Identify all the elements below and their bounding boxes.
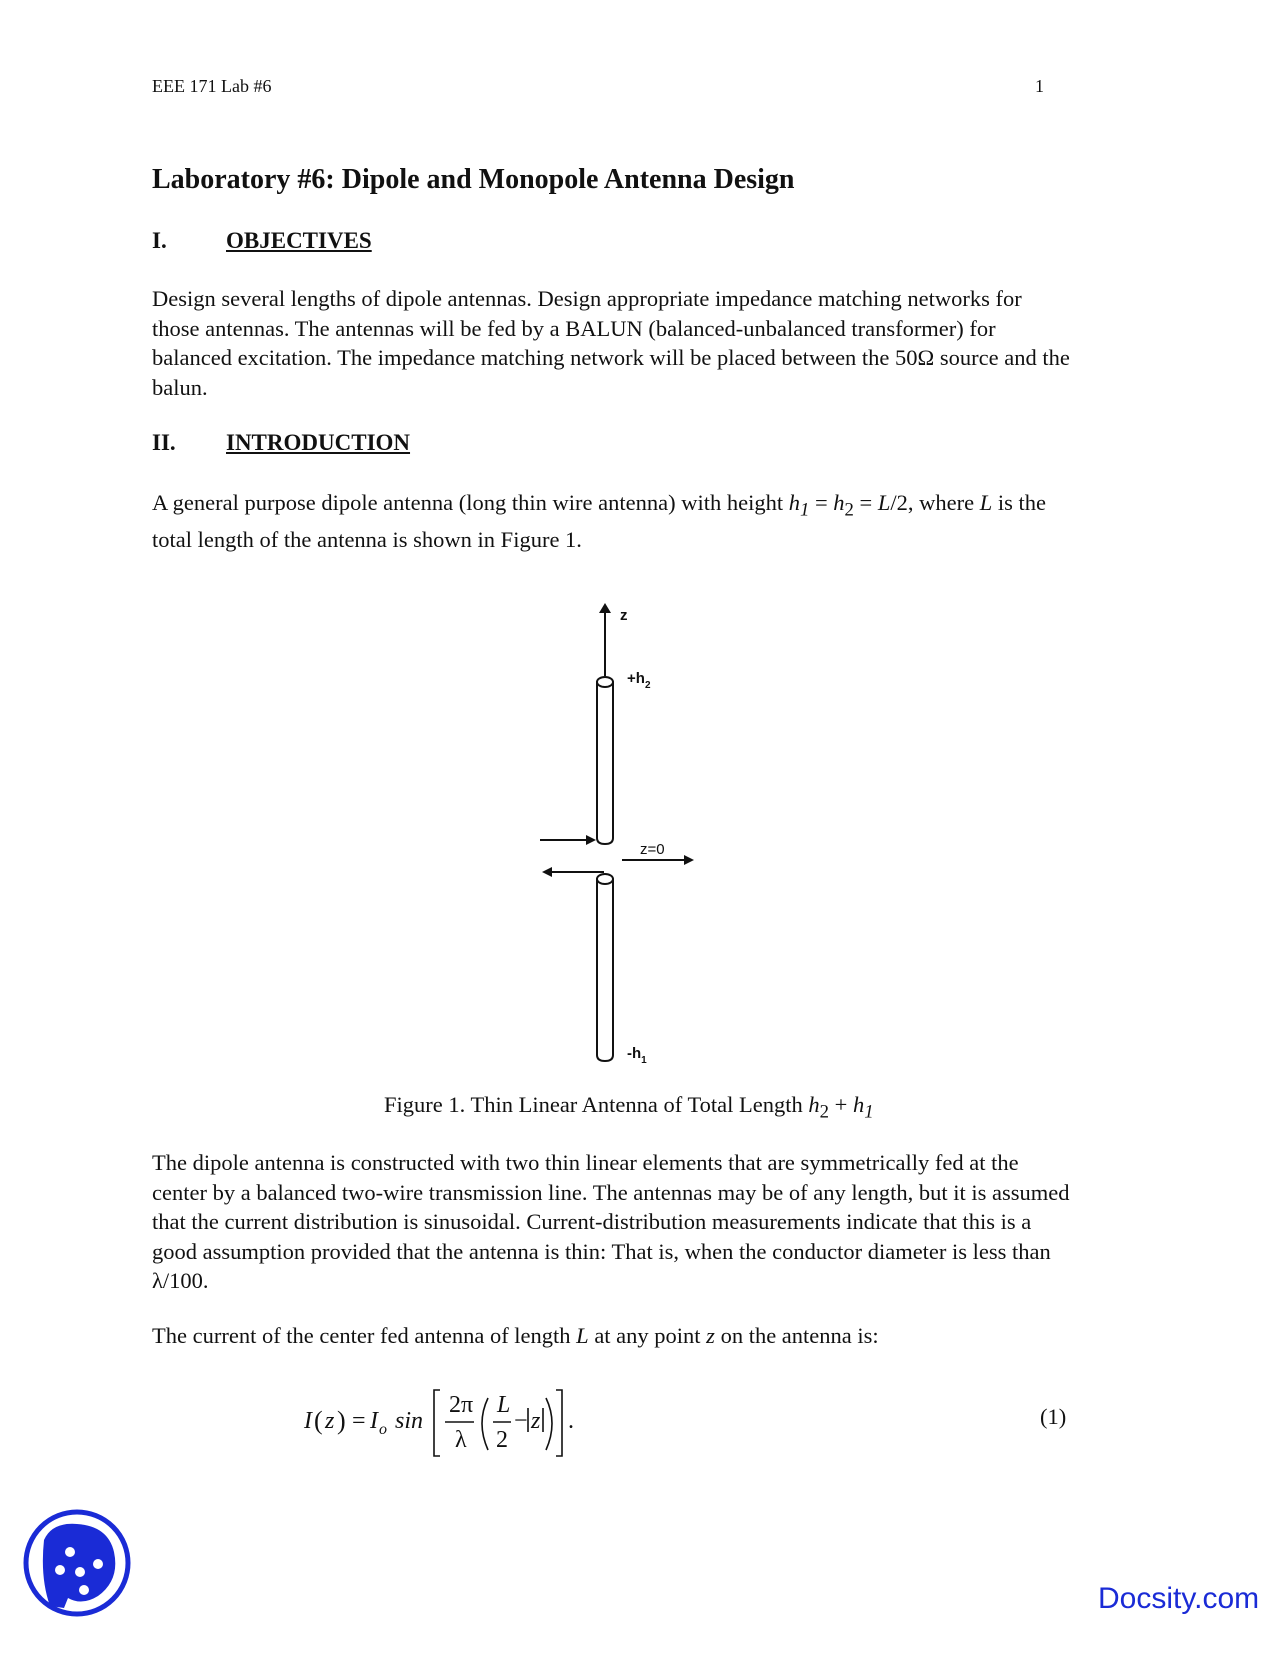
lower-element-cap: [597, 874, 613, 884]
var-h: h: [788, 490, 800, 515]
intro-paragraph: [152, 488, 1072, 555]
docsity-logo-icon: [22, 1508, 132, 1618]
eq-two-pi: 2π: [449, 1392, 474, 1418]
feed-out-arrowhead: [542, 867, 552, 877]
eq-I: I: [304, 1408, 312, 1434]
var-sub: 1: [864, 1101, 874, 1123]
eq-paren-close: ): [337, 1406, 346, 1435]
eq-minus: −: [514, 1408, 528, 1434]
eq-two: 2: [496, 1427, 508, 1453]
section-number: I.: [152, 228, 167, 253]
var-h: h: [852, 1092, 865, 1117]
equals-sign: =: [809, 490, 834, 515]
z-axis-arrowhead: [599, 603, 611, 613]
eq-I0: I: [370, 1408, 378, 1434]
eq-L: L: [497, 1392, 511, 1418]
var-z: z: [706, 1323, 715, 1348]
eq-bracket-right: [556, 1390, 562, 1456]
docsity-watermark: Docsity.com: [1098, 1582, 1260, 1615]
current-paragraph: [152, 1321, 1072, 1351]
equals-sign: =: [853, 490, 878, 515]
label-text: +h: [627, 670, 645, 687]
dipole-figure: [540, 596, 740, 1086]
eq-paren-left: [482, 1398, 488, 1450]
page-title: Laboratory #6: Dipole and Monopole Antenna Design: [152, 164, 795, 195]
eq-bracket-left: [434, 1390, 440, 1456]
var-L: L: [576, 1323, 589, 1348]
var-sub: 2: [819, 1101, 830, 1123]
var-L: L: [877, 490, 891, 515]
eq-paren-right: [546, 1398, 552, 1450]
intro-text: /2, where: [890, 490, 980, 515]
equation-number: (1): [1040, 1404, 1067, 1429]
current-equation: [300, 1380, 620, 1460]
eq-period: .: [568, 1408, 574, 1434]
var-sub: 1: [799, 499, 810, 521]
upper-element-cap: [597, 677, 613, 687]
current-text: on the antenna is:: [714, 1323, 879, 1348]
plus-sign: +: [829, 1092, 853, 1117]
eq-I0-sub: o: [379, 1421, 387, 1438]
label-text: -h: [627, 1045, 642, 1062]
intro-text: A general purpose dipole antenna (long thin wire antenna) with height: [152, 490, 789, 515]
intro-text: is the total length of the antenna is shown in Figure 1.: [152, 490, 1046, 552]
z-axis-label: z: [620, 607, 628, 624]
lower-element: [597, 879, 613, 1061]
header-page-number: 1: [1035, 76, 1044, 96]
current-text: The current of the center fed antenna of length: [152, 1323, 577, 1348]
eq-paren-open: (: [314, 1406, 323, 1435]
upper-element: [597, 682, 613, 844]
feed-in-arrowhead: [586, 835, 596, 845]
eq-z-abs: z: [531, 1408, 541, 1434]
section-name: OBJECTIVES: [226, 228, 372, 253]
var-L: L: [979, 490, 993, 515]
caption-text: Figure 1. Thin Linear Antenna of Total Length: [384, 1092, 809, 1117]
section-number: II.: [152, 430, 176, 455]
var-sub: 2: [844, 499, 854, 521]
label-sub: 1: [641, 1055, 647, 1066]
bottom-height-label: [627, 1045, 647, 1066]
origin-label: z=0: [640, 841, 665, 858]
top-height-label: [627, 670, 651, 691]
eq-lambda: λ: [455, 1427, 467, 1453]
current-text: at any point: [588, 1323, 707, 1348]
eq-equals: =: [352, 1408, 366, 1434]
header-course: EEE 171 Lab #6: [152, 76, 272, 96]
figure-caption: [384, 1092, 874, 1124]
objectives-paragraph: Design several lengths of dipole antennas. Design appropriate impedance matching networks for those antennas. The antennas will be fed by a BALUN (balanced-unbalanced transformer) for balanced excitation. The impedance matching network will be placed between the 50Ω source and the balun.: [152, 286, 1070, 400]
eq-z: z: [325, 1408, 335, 1434]
var-h: h: [833, 490, 845, 515]
section-name: INTRODUCTION: [226, 430, 411, 455]
label-sub: 2: [644, 680, 651, 691]
z0-arrowhead: [684, 855, 694, 865]
var-h: h: [808, 1092, 820, 1117]
eq-sin: sin: [395, 1408, 424, 1434]
dipole-paragraph: The dipole antenna is constructed with two thin linear elements that are symmetrically fed at the center by a balanced two-wire transmission line. The antennas may be of any length, but it is assumed that the current distribution is sinusoidal. Current-distribution measurements indicate that this is a good assumption provided that the antenna is thin: That is, when the conductor diameter is less than λ/100.: [152, 1150, 1070, 1293]
